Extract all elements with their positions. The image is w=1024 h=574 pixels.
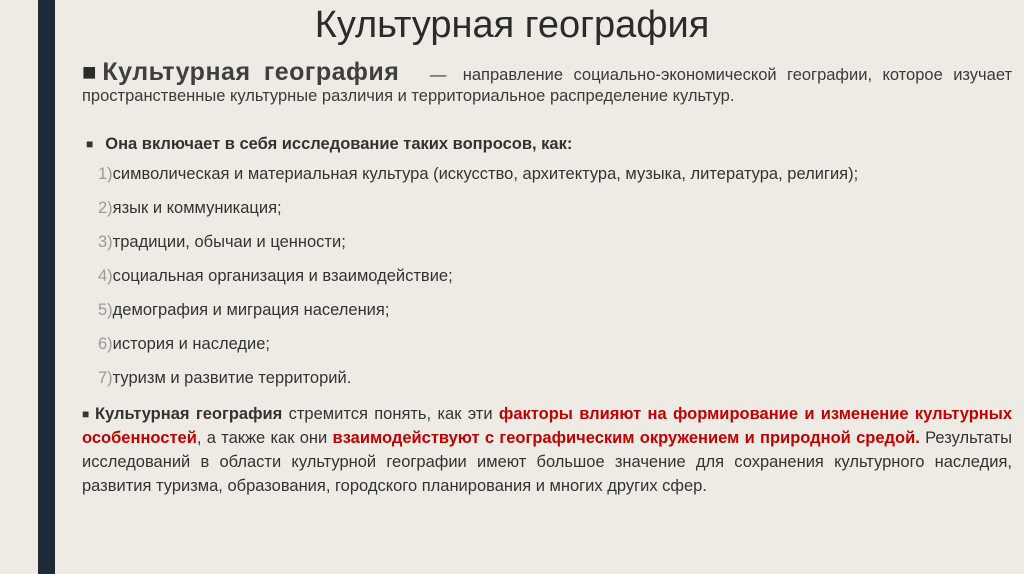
list-item bbox=[98, 334, 1012, 354]
definition-text: направление социально-экономической географии, которое изучает пространственные культурные различия и территориальное распределение культур. bbox=[82, 66, 1013, 105]
summary-text-1: стремится понять, как эти bbox=[282, 405, 499, 423]
square-bullet-icon: ■ bbox=[82, 59, 103, 86]
summary-highlight-1: факторы влияют на формирование и изменение культурных особенностей bbox=[82, 405, 1013, 447]
square-bullet-icon: ■ bbox=[86, 137, 94, 151]
list-item-number: 6) bbox=[98, 335, 113, 353]
list-item bbox=[98, 300, 1012, 320]
includes-heading bbox=[82, 135, 1012, 154]
list-item-number: 1) bbox=[98, 165, 113, 183]
list-item-number: 5) bbox=[98, 301, 113, 319]
list-item-text: социальная организация и взаимодействие; bbox=[112, 267, 453, 285]
definition-paragraph bbox=[82, 58, 1013, 107]
summary-term: Культурная география bbox=[95, 405, 283, 423]
includes-heading-text: Она включает в себя исследование таких вопросов, как: bbox=[105, 135, 573, 153]
page-title: Культурная география bbox=[314, 4, 710, 46]
definition-dash: — bbox=[429, 66, 447, 84]
list-item-text: туризм и развитие территорий. bbox=[112, 369, 352, 387]
slide-content bbox=[82, 58, 1013, 498]
list-item-number: 4) bbox=[98, 267, 113, 285]
list-item bbox=[98, 232, 1012, 252]
summary-highlight-2: взаимодействуют с географическим окружением и природной средой. bbox=[332, 429, 920, 447]
list-item bbox=[98, 368, 1012, 388]
summary-text-2: , а также как они bbox=[196, 429, 333, 447]
square-bullet-icon: ■ bbox=[82, 407, 91, 421]
list-item-text: традиции, обычаи и ценности; bbox=[112, 233, 346, 251]
list-item bbox=[98, 164, 1012, 184]
list-item-number: 2) bbox=[98, 199, 113, 217]
list-item-number: 3) bbox=[98, 233, 113, 251]
left-accent-bar bbox=[38, 0, 55, 574]
list-item-text: язык и коммуникация; bbox=[112, 199, 282, 217]
list-item-text: демография и миграция населения; bbox=[112, 301, 390, 319]
list-item-number: 7) bbox=[98, 369, 113, 387]
list-item-text: символическая и материальная культура (искусство, архитектура, музыка, литература, религия); bbox=[112, 165, 859, 183]
definition-term: Культурная география bbox=[102, 58, 400, 86]
list-item bbox=[98, 266, 1012, 286]
summary-text-3: Результаты исследований в области культурной географии имеют большое значение для сохранения культурного наследия, развития туризма, образования, городского планирования и многих других сфер. bbox=[82, 429, 1013, 495]
list-item-text: история и наследие; bbox=[112, 335, 270, 353]
list-item bbox=[98, 198, 1012, 218]
summary-paragraph bbox=[82, 402, 1012, 498]
topics-list bbox=[82, 164, 1012, 388]
